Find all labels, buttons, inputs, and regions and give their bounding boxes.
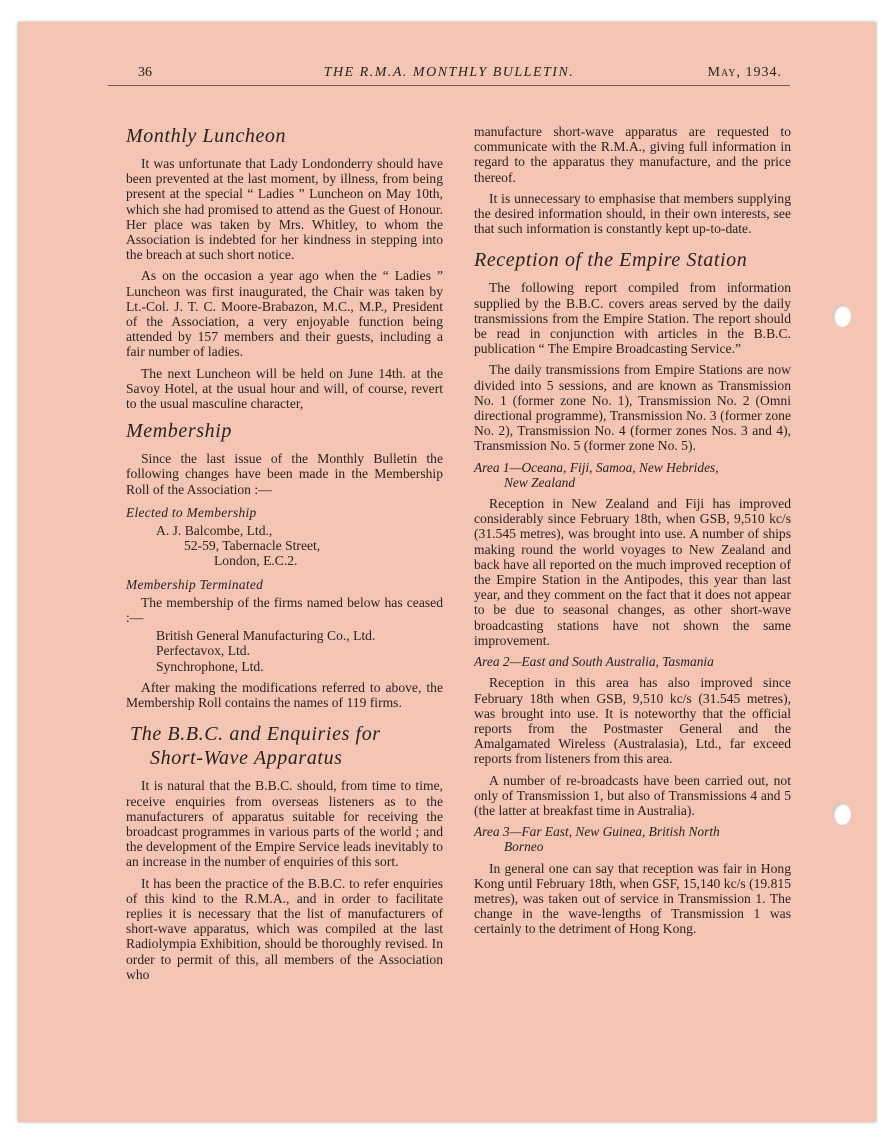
section-heading-membership: Membership — [126, 420, 232, 443]
address-block — [126, 523, 443, 569]
publication-title: THE R.M.A. MONTHLY BULLETIN. — [323, 65, 575, 80]
subheading-terminated: Membership Terminated — [126, 576, 264, 592]
paragraph: Reception in New Zealand and Fiji has improved considerably since February 18th, when GSB, 9,510 kc/s (31.545 metres), was brought into use. A number of ships making round the world voyages to New Zealand and back have all reported on the much improved reception of the Empire Station in the Antipodes, this year than last year, and they comment on the fact that it does not appear to be due to seasonal changes, as other short-wave broadcasting stations have not shown the same improvement. — [474, 496, 791, 648]
paragraph: Reception in this area has also improved since February 18th when GSB, 9,510 kc/s (31.545 metres), was brought into use. It is noteworthy that the official reports from the Postmaster General and the Amalgamated Wireless (Australasia), Ltd., far exceed reports from listeners from this area. — [474, 675, 791, 767]
address-line: 52-59, Tabernacle Street, — [184, 538, 321, 554]
paragraph: A number of re-broadcasts have been carried out, not only of Transmission 1, but also of Transmissions 4 and 5 (the latter at breakfast time in Australia). — [474, 772, 791, 818]
paragraph: The membership of the firms named below has ceased :— — [126, 594, 443, 626]
area-heading-2: Area 2—East and South Australia, Tasmania — [474, 654, 714, 670]
section-heading-reception: Reception of the Empire Station — [474, 249, 748, 272]
heading-line: Short-Wave Apparatus — [150, 747, 343, 770]
paragraph: The daily transmissions from Empire Stations are now divided into 5 sessions, and are known as Transmission No. 1 (former zone No. 1), Transmission No. 2 (Omni directional programme), Transmission No. 3 (former zone No. 2), Transmission No. 4 (former zones Nos. 3 and 4), Transmission No. 5 (former zone No. 5). — [474, 362, 791, 454]
punch-hole — [833, 305, 851, 327]
issue-date: May, 1934. — [707, 65, 782, 80]
section-heading-luncheon: Monthly Luncheon — [126, 125, 287, 147]
area-heading-1 — [474, 460, 791, 490]
area-heading-3 — [474, 824, 791, 854]
right-column — [474, 124, 791, 943]
area-heading-line: Area 3—Far East, New Guinea, British North — [474, 824, 720, 840]
address-line: London, E.C.2. — [214, 553, 298, 569]
firm-list — [126, 628, 443, 674]
paragraph: Since the last issue of the Monthly Bulletin the following changes have been made in the Membership Roll of the Association :— — [126, 451, 443, 497]
area-heading-line: Borneo — [504, 839, 544, 855]
paragraph: The following report compiled from information supplied by the B.B.C. covers areas served by the daily transmissions from the Empire Station. The report should be read in conjunction with articles in the B.B.C. publication “ The Empire Broadcasting Service.” — [474, 280, 791, 357]
paragraph: After making the modifications referred to above, the Membership Roll contains the names of 119 firms. — [126, 679, 443, 711]
paragraph: The next Luncheon will be held on June 14th. at the Savoy Hotel, at the usual hour and will, of course, revert to the usual masculine character, — [126, 365, 443, 412]
paragraph: It is natural that the B.B.C. should, from time to time, receive enquiries from overseas listeners as to the manufacturers of apparatus suitable for receiving the broadcast programmes in various parts of the world ; and the development of the Empire Service leads inevitably to an increase in the number of enquiries of this sort. — [126, 778, 443, 870]
list-item: Synchrophone, Ltd. — [156, 658, 264, 674]
area-heading-line: Area 1—Oceana, Fiji, Samoa, New Hebrides, — [474, 459, 719, 475]
left-column — [126, 120, 443, 988]
area-heading-line: New Zealand — [504, 474, 576, 490]
paragraph: It is unnecessary to emphasise that members supplying the desired information should, in their own interests, see that such information is constantly kept up-to-date. — [474, 190, 791, 237]
punch-hole — [833, 803, 851, 825]
subheading-elected: Elected to Membership — [126, 504, 257, 520]
paragraph: It was unfortunate that Lady Londonderry should have been prevented at the last moment, by illness, from being present at the special “ Ladies ” Luncheon on May 10th, which she had promised to attend as the Guest of Honour. Her place was taken by Mrs. Whitley, to whom the Association is indebted for her kindness in stepping into the breach at such short notice. — [126, 156, 443, 263]
running-header — [108, 63, 790, 86]
address-line: A. J. Balcombe, Ltd., — [156, 523, 273, 539]
page-number: 36 — [138, 65, 152, 80]
heading-line: The B.B.C. and Enquiries for — [130, 723, 381, 746]
section-heading-bbc — [126, 722, 443, 770]
paragraph: manufacture short-wave apparatus are requested to communicate with the R.M.A., giving full information in regard to the apparatus they manufacture, and the price thereof. — [474, 124, 791, 185]
list-item: British General Manufacturing Co., Ltd. — [156, 628, 376, 644]
paragraph: It has been the practice of the B.B.C. to refer enquiries of this kind to the R.M.A., and in order to facilitate replies it is necessary that the list of manufacturers of short-wave apparatus, which was compiled at the last Radiolympia Exhibition, should be thoroughly revised. In order to permit of this, all members of the Association who — [126, 875, 443, 982]
list-item: Perfectavox, Ltd. — [156, 643, 250, 659]
paragraph: As on the occasion a year ago when the “ Ladies ” Luncheon was first inaugurated, the Chair was taken by Lt.-Col. J. T. C. Moore-Brabazon, M.C., M.P., President of the Association, a very enjoyable function being attended by 157 members and their guests, including a fair number of ladies. — [126, 268, 443, 360]
paragraph: In general one can say that reception was fair in Hong Kong until February 18th, when GSF, 15,140 kc/s (19.815 metres), was taken out of service in Transmission 1. The change in the wave-lengths of Transmission 1 was certainly to the detriment of Hong Kong. — [474, 860, 791, 937]
